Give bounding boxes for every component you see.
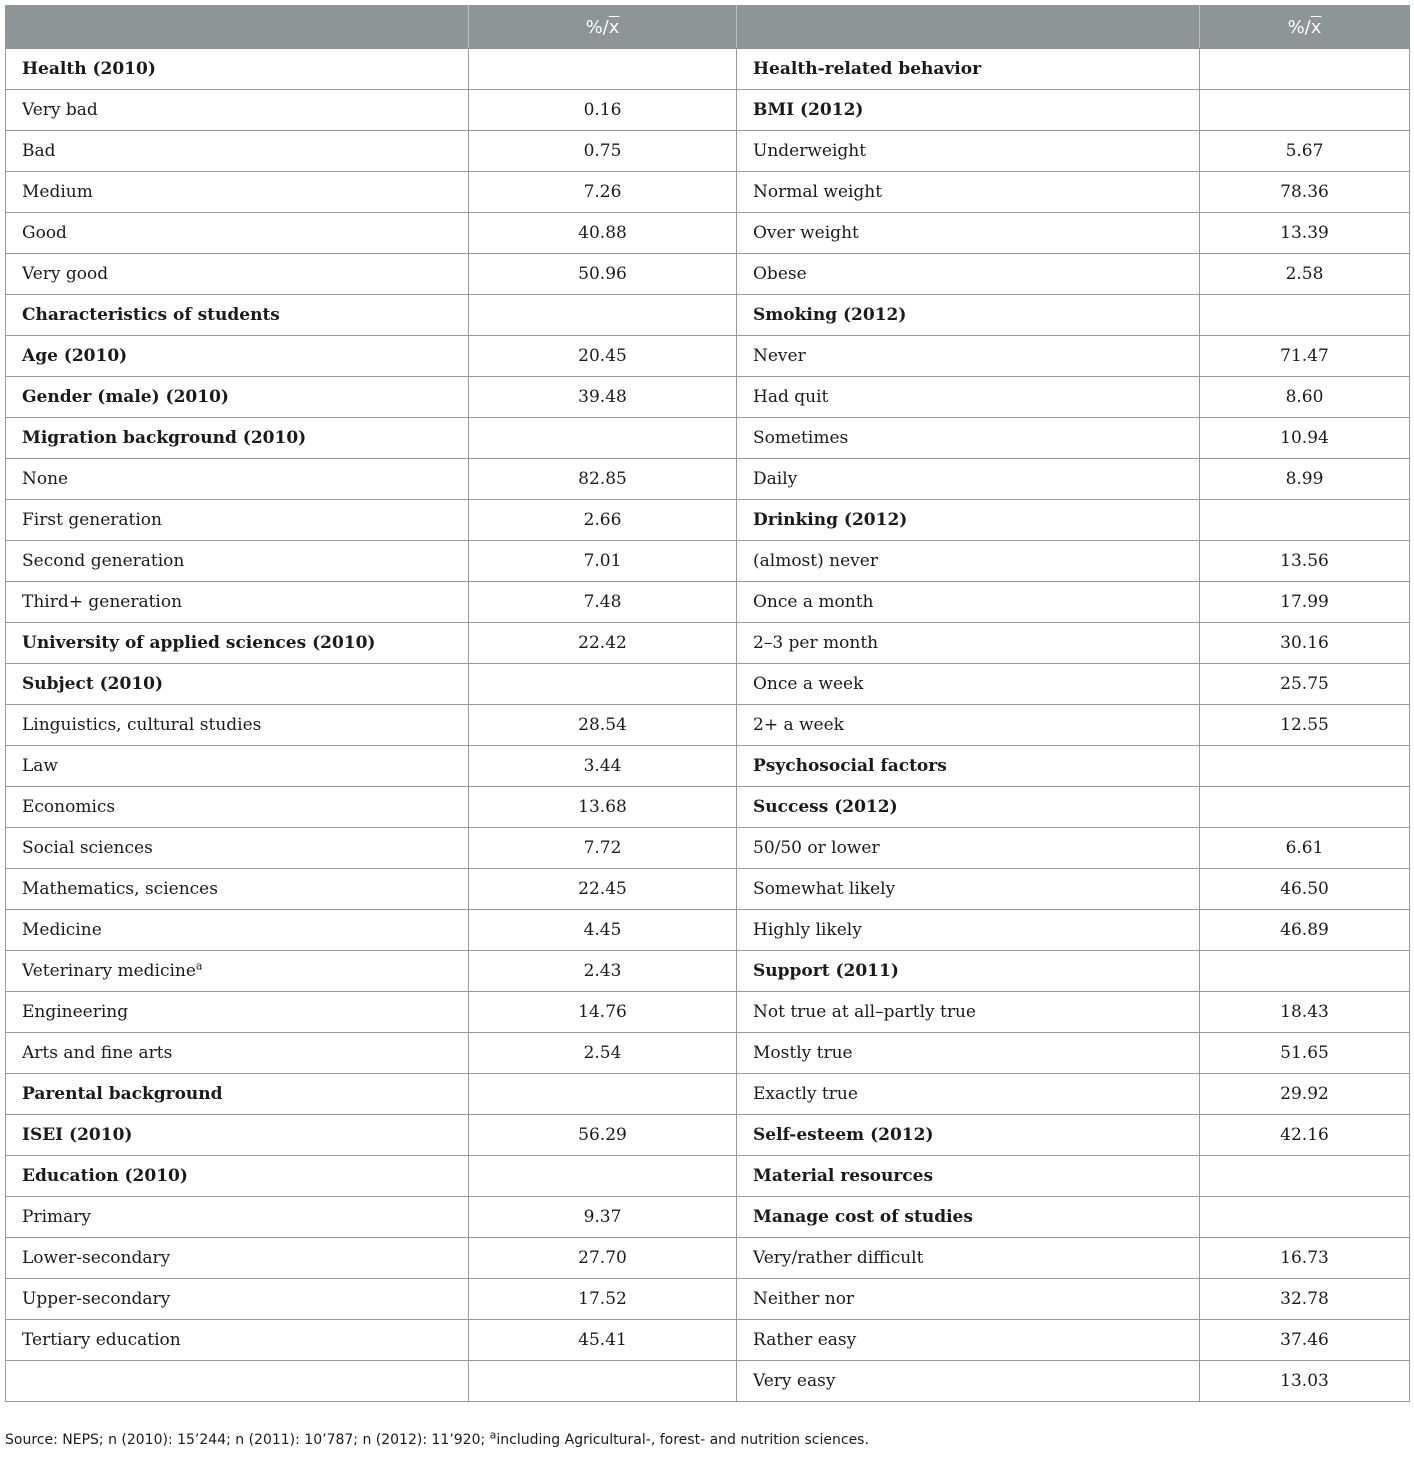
row-value-left (469, 828, 737, 869)
row-value-left (469, 418, 737, 459)
row-label-right-text: Material resources (753, 1166, 934, 1186)
row-label-left (6, 295, 469, 336)
table-row (6, 1156, 1410, 1197)
row-label-left-text: Third+ generation (22, 592, 183, 612)
table-row (6, 336, 1410, 377)
row-label-right (737, 1361, 1200, 1402)
table-row (6, 828, 1410, 869)
row-label-right-text: Highly likely (753, 920, 862, 940)
row-label-left (6, 951, 469, 992)
table-row (6, 1033, 1410, 1074)
row-value-left-text: 0.75 (583, 141, 622, 161)
row-label-right-text: Mostly true (753, 1043, 853, 1063)
row-value-right (1200, 1115, 1410, 1156)
row-value-left (469, 1320, 737, 1361)
row-value-left (469, 992, 737, 1033)
row-label-left-text: Economics (22, 797, 116, 817)
table-header (6, 6, 1410, 49)
row-value-right (1200, 582, 1410, 623)
row-value-left (469, 172, 737, 213)
row-label-left-text: Medicine (22, 920, 102, 940)
row-label-right-text: 50/50 or lower (753, 838, 880, 858)
row-value-right-text: 2.58 (1285, 264, 1324, 284)
row-value-right (1200, 172, 1410, 213)
table-row (6, 1197, 1410, 1238)
row-value-right (1200, 541, 1410, 582)
row-value-right-text: 13.39 (1280, 223, 1329, 243)
row-label-left (6, 992, 469, 1033)
row-label-right (737, 992, 1200, 1033)
row-label-right (737, 500, 1200, 541)
row-label-left-text: Health (2010) (22, 59, 156, 79)
row-value-right (1200, 664, 1410, 705)
row-value-left (469, 1361, 737, 1402)
row-label-right-text: BMI (2012) (753, 100, 864, 120)
row-label-left-text: Age (2010) (22, 346, 128, 366)
row-value-right-text: 25.75 (1280, 674, 1329, 694)
row-value-left (469, 664, 737, 705)
row-value-left (469, 705, 737, 746)
row-label-right (737, 623, 1200, 664)
table-footnote (5, 1428, 869, 1448)
row-value-right (1200, 254, 1410, 295)
row-label-left (6, 787, 469, 828)
row-label-right-text: Self-esteem (2012) (753, 1125, 934, 1145)
row-label-left-text: Very bad (22, 100, 98, 120)
row-label-left-text: ISEI (2010) (22, 1125, 133, 1145)
table-row (6, 213, 1410, 254)
row-value-right (1200, 746, 1410, 787)
header-value-right (1200, 6, 1410, 49)
table-row (6, 131, 1410, 172)
row-label-left-text: Veterinary medicine (22, 961, 196, 981)
row-label-right (737, 1115, 1200, 1156)
row-label-right (737, 1156, 1200, 1197)
footnote-marker: a (195, 959, 203, 973)
row-label-right-text: Very easy (753, 1371, 836, 1391)
table-row (6, 1074, 1410, 1115)
row-label-right-text: Not true at all–partly true (753, 1002, 976, 1022)
row-value-left (469, 500, 737, 541)
table-row (6, 500, 1410, 541)
table-row (6, 623, 1410, 664)
row-value-right (1200, 951, 1410, 992)
data-table (5, 5, 1410, 1402)
row-label-right (737, 582, 1200, 623)
row-value-left-text: 2.43 (583, 961, 622, 981)
row-label-left (6, 1074, 469, 1115)
row-value-right (1200, 828, 1410, 869)
row-label-left-text: Second generation (22, 551, 185, 571)
row-label-left-text: Primary (22, 1207, 91, 1227)
table-row (6, 705, 1410, 746)
row-label-right (737, 1320, 1200, 1361)
row-value-right (1200, 1320, 1410, 1361)
row-label-left (6, 459, 469, 500)
row-label-right (737, 787, 1200, 828)
row-value-left-text: 2.54 (583, 1043, 622, 1063)
row-value-right-text: 71.47 (1280, 346, 1329, 366)
row-label-right (737, 1033, 1200, 1074)
row-label-left (6, 869, 469, 910)
row-value-left-text: 7.72 (583, 838, 622, 858)
footnote-tail: including Agricultural-, forest- and nutrition sciences. (496, 1432, 869, 1448)
row-label-right (737, 705, 1200, 746)
row-value-right-text: 5.67 (1285, 141, 1324, 161)
header-xbar-left: $\overline{x}$ (608, 16, 620, 38)
row-value-right (1200, 1074, 1410, 1115)
row-value-right-text: 42.16 (1280, 1125, 1329, 1145)
table-row (6, 1361, 1410, 1402)
row-label-left (6, 582, 469, 623)
row-value-left (469, 213, 737, 254)
row-label-right (737, 336, 1200, 377)
table-row (6, 1115, 1410, 1156)
row-label-right (737, 49, 1200, 90)
table-row (6, 541, 1410, 582)
row-label-left-text: Mathematics, sciences (22, 879, 218, 899)
row-label-right (737, 1074, 1200, 1115)
row-value-right-text: 13.03 (1280, 1371, 1329, 1391)
row-value-right (1200, 213, 1410, 254)
row-label-right-text: Once a month (753, 592, 874, 612)
row-value-left-text: 9.37 (583, 1207, 622, 1227)
row-value-right (1200, 459, 1410, 500)
row-value-left (469, 1238, 737, 1279)
row-label-left (6, 1156, 469, 1197)
row-value-left (469, 254, 737, 295)
row-value-left-text: 20.45 (578, 346, 627, 366)
row-label-left-text: Tertiary education (22, 1330, 181, 1350)
row-label-left (6, 90, 469, 131)
row-label-right (737, 869, 1200, 910)
header-pct-right: %/ (1287, 16, 1311, 38)
row-value-right (1200, 1361, 1410, 1402)
row-label-right (737, 541, 1200, 582)
table-row (6, 295, 1410, 336)
row-value-left-text: 56.29 (578, 1125, 627, 1145)
row-value-left (469, 582, 737, 623)
row-label-left (6, 623, 469, 664)
row-value-left-text: 2.66 (583, 510, 622, 530)
row-value-right-text: 12.55 (1280, 715, 1329, 735)
row-label-left (6, 500, 469, 541)
table-body (6, 49, 1410, 1402)
row-label-right (737, 1279, 1200, 1320)
row-label-left-text: Gender (male) (2010) (22, 387, 229, 407)
row-label-right-text: 2+ a week (753, 715, 844, 735)
row-value-right (1200, 418, 1410, 459)
table-row (6, 992, 1410, 1033)
row-label-right-text: Success (2012) (753, 797, 898, 817)
row-label-left (6, 910, 469, 951)
row-value-left (469, 1074, 737, 1115)
row-label-left (6, 664, 469, 705)
row-label-right-text: Exactly true (753, 1084, 858, 1104)
row-value-left-text: 14.76 (578, 1002, 627, 1022)
row-label-left-text: First generation (22, 510, 162, 530)
row-label-left (6, 254, 469, 295)
row-label-right-text: Obese (753, 264, 807, 284)
table-row (6, 746, 1410, 787)
row-label-right (737, 377, 1200, 418)
row-label-left-text: Bad (22, 141, 56, 161)
footnote-text: Source: NEPS; n (2010): 15’244; n (2011): 10’787; n (2012): 11’920; (5, 1432, 490, 1448)
row-label-left-text: University of applied sciences (2010) (22, 633, 376, 653)
row-value-right (1200, 336, 1410, 377)
row-value-left-text: 0.16 (583, 100, 622, 120)
row-label-left (6, 1033, 469, 1074)
table-row (6, 1320, 1410, 1361)
row-label-left-text: Migration background (2010) (22, 428, 307, 448)
row-value-left-text: 27.70 (578, 1248, 627, 1268)
row-label-left-text: None (22, 469, 69, 489)
table-row (6, 869, 1410, 910)
row-label-left (6, 1361, 469, 1402)
row-label-right-text: Rather easy (753, 1330, 857, 1350)
row-label-right-text: Smoking (2012) (753, 305, 907, 325)
row-label-right (737, 828, 1200, 869)
row-label-left (6, 172, 469, 213)
row-value-right (1200, 1033, 1410, 1074)
row-label-right (737, 746, 1200, 787)
row-label-right-text: Drinking (2012) (753, 510, 908, 530)
table-row (6, 582, 1410, 623)
row-label-right-text: Support (2011) (753, 961, 899, 981)
row-label-right (737, 295, 1200, 336)
row-label-left (6, 418, 469, 459)
row-value-left-text: 40.88 (578, 223, 627, 243)
row-value-left-text: 7.48 (583, 592, 622, 612)
row-label-left (6, 1320, 469, 1361)
row-label-right (737, 1197, 1200, 1238)
table-row (6, 1279, 1410, 1320)
row-label-left-text: Parental background (22, 1084, 223, 1104)
row-value-right (1200, 295, 1410, 336)
row-value-left (469, 459, 737, 500)
row-label-left-text: Arts and fine arts (22, 1043, 173, 1063)
row-value-right (1200, 910, 1410, 951)
row-value-right (1200, 1156, 1410, 1197)
row-label-left (6, 213, 469, 254)
row-value-left-text: 39.48 (578, 387, 627, 407)
row-label-right-text: Sometimes (753, 428, 849, 448)
row-value-left-text: 22.45 (578, 879, 627, 899)
row-label-left (6, 1197, 469, 1238)
table-row (6, 459, 1410, 500)
row-value-left (469, 295, 737, 336)
row-value-left (469, 746, 737, 787)
row-label-right-text: (almost) never (753, 551, 878, 571)
row-label-left-text: Characteristics of students (22, 305, 280, 325)
row-label-right-text: Underweight (753, 141, 867, 161)
header-row (6, 6, 1410, 49)
row-label-right (737, 459, 1200, 500)
header-xbar-right: $\overline{x}$ (1310, 16, 1322, 38)
row-label-right-text: Daily (753, 469, 798, 489)
row-value-left (469, 1033, 737, 1074)
row-label-left-text: Linguistics, cultural studies (22, 715, 262, 735)
row-label-left (6, 541, 469, 582)
row-value-left-text: 28.54 (578, 715, 627, 735)
row-label-right (737, 951, 1200, 992)
row-value-right-text: 46.89 (1280, 920, 1329, 940)
table-row (6, 787, 1410, 828)
row-value-right-text: 17.99 (1280, 592, 1329, 612)
table-row (6, 418, 1410, 459)
row-label-left-text: Law (22, 756, 58, 776)
row-label-left (6, 49, 469, 90)
row-label-left-text: Upper-secondary (22, 1289, 171, 1309)
row-value-right (1200, 787, 1410, 828)
row-value-left-text: 22.42 (578, 633, 627, 653)
row-value-right (1200, 49, 1410, 90)
row-label-right (737, 1238, 1200, 1279)
row-label-right (737, 213, 1200, 254)
row-label-right-text: Health-related behavior (753, 59, 982, 79)
row-label-left (6, 131, 469, 172)
row-label-left (6, 1238, 469, 1279)
row-value-left-text: 7.26 (583, 182, 622, 202)
row-value-right-text: 32.78 (1280, 1289, 1329, 1309)
row-label-right-text: 2–3 per month (753, 633, 879, 653)
row-label-right (737, 910, 1200, 951)
row-value-right (1200, 705, 1410, 746)
row-value-left (469, 1197, 737, 1238)
row-value-right (1200, 992, 1410, 1033)
row-value-left-text: 50.96 (578, 264, 627, 284)
row-label-left (6, 828, 469, 869)
row-value-left-text: 3.44 (583, 756, 622, 776)
row-label-right-text: Never (753, 346, 806, 366)
row-value-left (469, 951, 737, 992)
row-value-left (469, 49, 737, 90)
row-label-right-text: Over weight (753, 223, 859, 243)
row-value-right (1200, 90, 1410, 131)
row-label-right-text: Somewhat likely (753, 879, 896, 899)
row-value-right-text: 29.92 (1280, 1084, 1329, 1104)
row-label-right-text: Manage cost of studies (753, 1207, 973, 1227)
row-value-left (469, 377, 737, 418)
row-value-left (469, 90, 737, 131)
row-label-left-text: Lower-secondary (22, 1248, 171, 1268)
table-row (6, 377, 1410, 418)
row-value-left-text: 82.85 (578, 469, 627, 489)
row-value-left-text: 4.45 (583, 920, 622, 940)
row-value-left-text: 17.52 (578, 1289, 627, 1309)
row-label-right-text: Neither nor (753, 1289, 855, 1309)
row-value-right-text: 51.65 (1280, 1043, 1329, 1063)
header-pct-left: %/ (585, 16, 609, 38)
row-value-left (469, 1115, 737, 1156)
row-value-right (1200, 869, 1410, 910)
row-value-left (469, 787, 737, 828)
header-label-right (737, 6, 1200, 49)
row-value-right (1200, 1197, 1410, 1238)
table-row (6, 172, 1410, 213)
row-label-right-text: Had quit (753, 387, 829, 407)
row-value-right (1200, 500, 1410, 541)
row-label-right (737, 90, 1200, 131)
row-label-left (6, 746, 469, 787)
row-value-left (469, 131, 737, 172)
row-value-left (469, 541, 737, 582)
table-row (6, 254, 1410, 295)
header-value-left (469, 6, 737, 49)
row-value-right-text: 8.99 (1285, 469, 1324, 489)
row-label-left (6, 377, 469, 418)
row-label-right (737, 172, 1200, 213)
row-label-right (737, 254, 1200, 295)
row-label-right-text: Psychosocial factors (753, 756, 947, 776)
row-label-left (6, 1279, 469, 1320)
row-value-right (1200, 1279, 1410, 1320)
row-value-right (1200, 1238, 1410, 1279)
row-value-right (1200, 377, 1410, 418)
row-value-left-text: 13.68 (578, 797, 627, 817)
row-label-right (737, 418, 1200, 459)
row-value-right-text: 13.56 (1280, 551, 1329, 571)
row-value-right-text: 18.43 (1280, 1002, 1329, 1022)
row-value-right (1200, 131, 1410, 172)
table-row (6, 49, 1410, 90)
row-label-left-text: Good (22, 223, 67, 243)
row-value-left (469, 623, 737, 664)
row-label-right-text: Very/rather difficult (753, 1248, 924, 1268)
row-label-left-text: Subject (2010) (22, 674, 164, 694)
row-label-left-text: Social sciences (22, 838, 153, 858)
row-label-right (737, 664, 1200, 705)
row-label-left (6, 705, 469, 746)
row-label-left (6, 1115, 469, 1156)
row-value-left (469, 869, 737, 910)
row-value-left (469, 1156, 737, 1197)
row-label-left-text: Engineering (22, 1002, 129, 1022)
row-label-left-text: Medium (22, 182, 93, 202)
row-value-right-text: 8.60 (1285, 387, 1324, 407)
row-label-right (737, 131, 1200, 172)
table-row (6, 910, 1410, 951)
header-label-left (6, 6, 469, 49)
row-value-right-text: 16.73 (1280, 1248, 1329, 1268)
footnote-sup: a (489, 1428, 497, 1442)
table-row (6, 951, 1410, 992)
row-label-left-text: Very good (22, 264, 109, 284)
row-label-right-text: Normal weight (753, 182, 883, 202)
row-value-right (1200, 623, 1410, 664)
table-row (6, 90, 1410, 131)
row-value-left (469, 1279, 737, 1320)
table-row (6, 1238, 1410, 1279)
row-label-left-text: Education (2010) (22, 1166, 188, 1186)
row-value-left (469, 336, 737, 377)
row-value-left-text: 45.41 (578, 1330, 627, 1350)
row-value-left-text: 7.01 (583, 551, 622, 571)
row-value-right-text: 10.94 (1280, 428, 1329, 448)
row-value-right-text: 6.61 (1285, 838, 1324, 858)
row-label-left (6, 336, 469, 377)
row-value-right-text: 30.16 (1280, 633, 1329, 653)
row-value-left (469, 910, 737, 951)
table-row (6, 664, 1410, 705)
row-value-right-text: 37.46 (1280, 1330, 1329, 1350)
row-label-right-text: Once a week (753, 674, 864, 694)
row-value-right-text: 46.50 (1280, 879, 1329, 899)
row-value-right-text: 78.36 (1280, 182, 1329, 202)
